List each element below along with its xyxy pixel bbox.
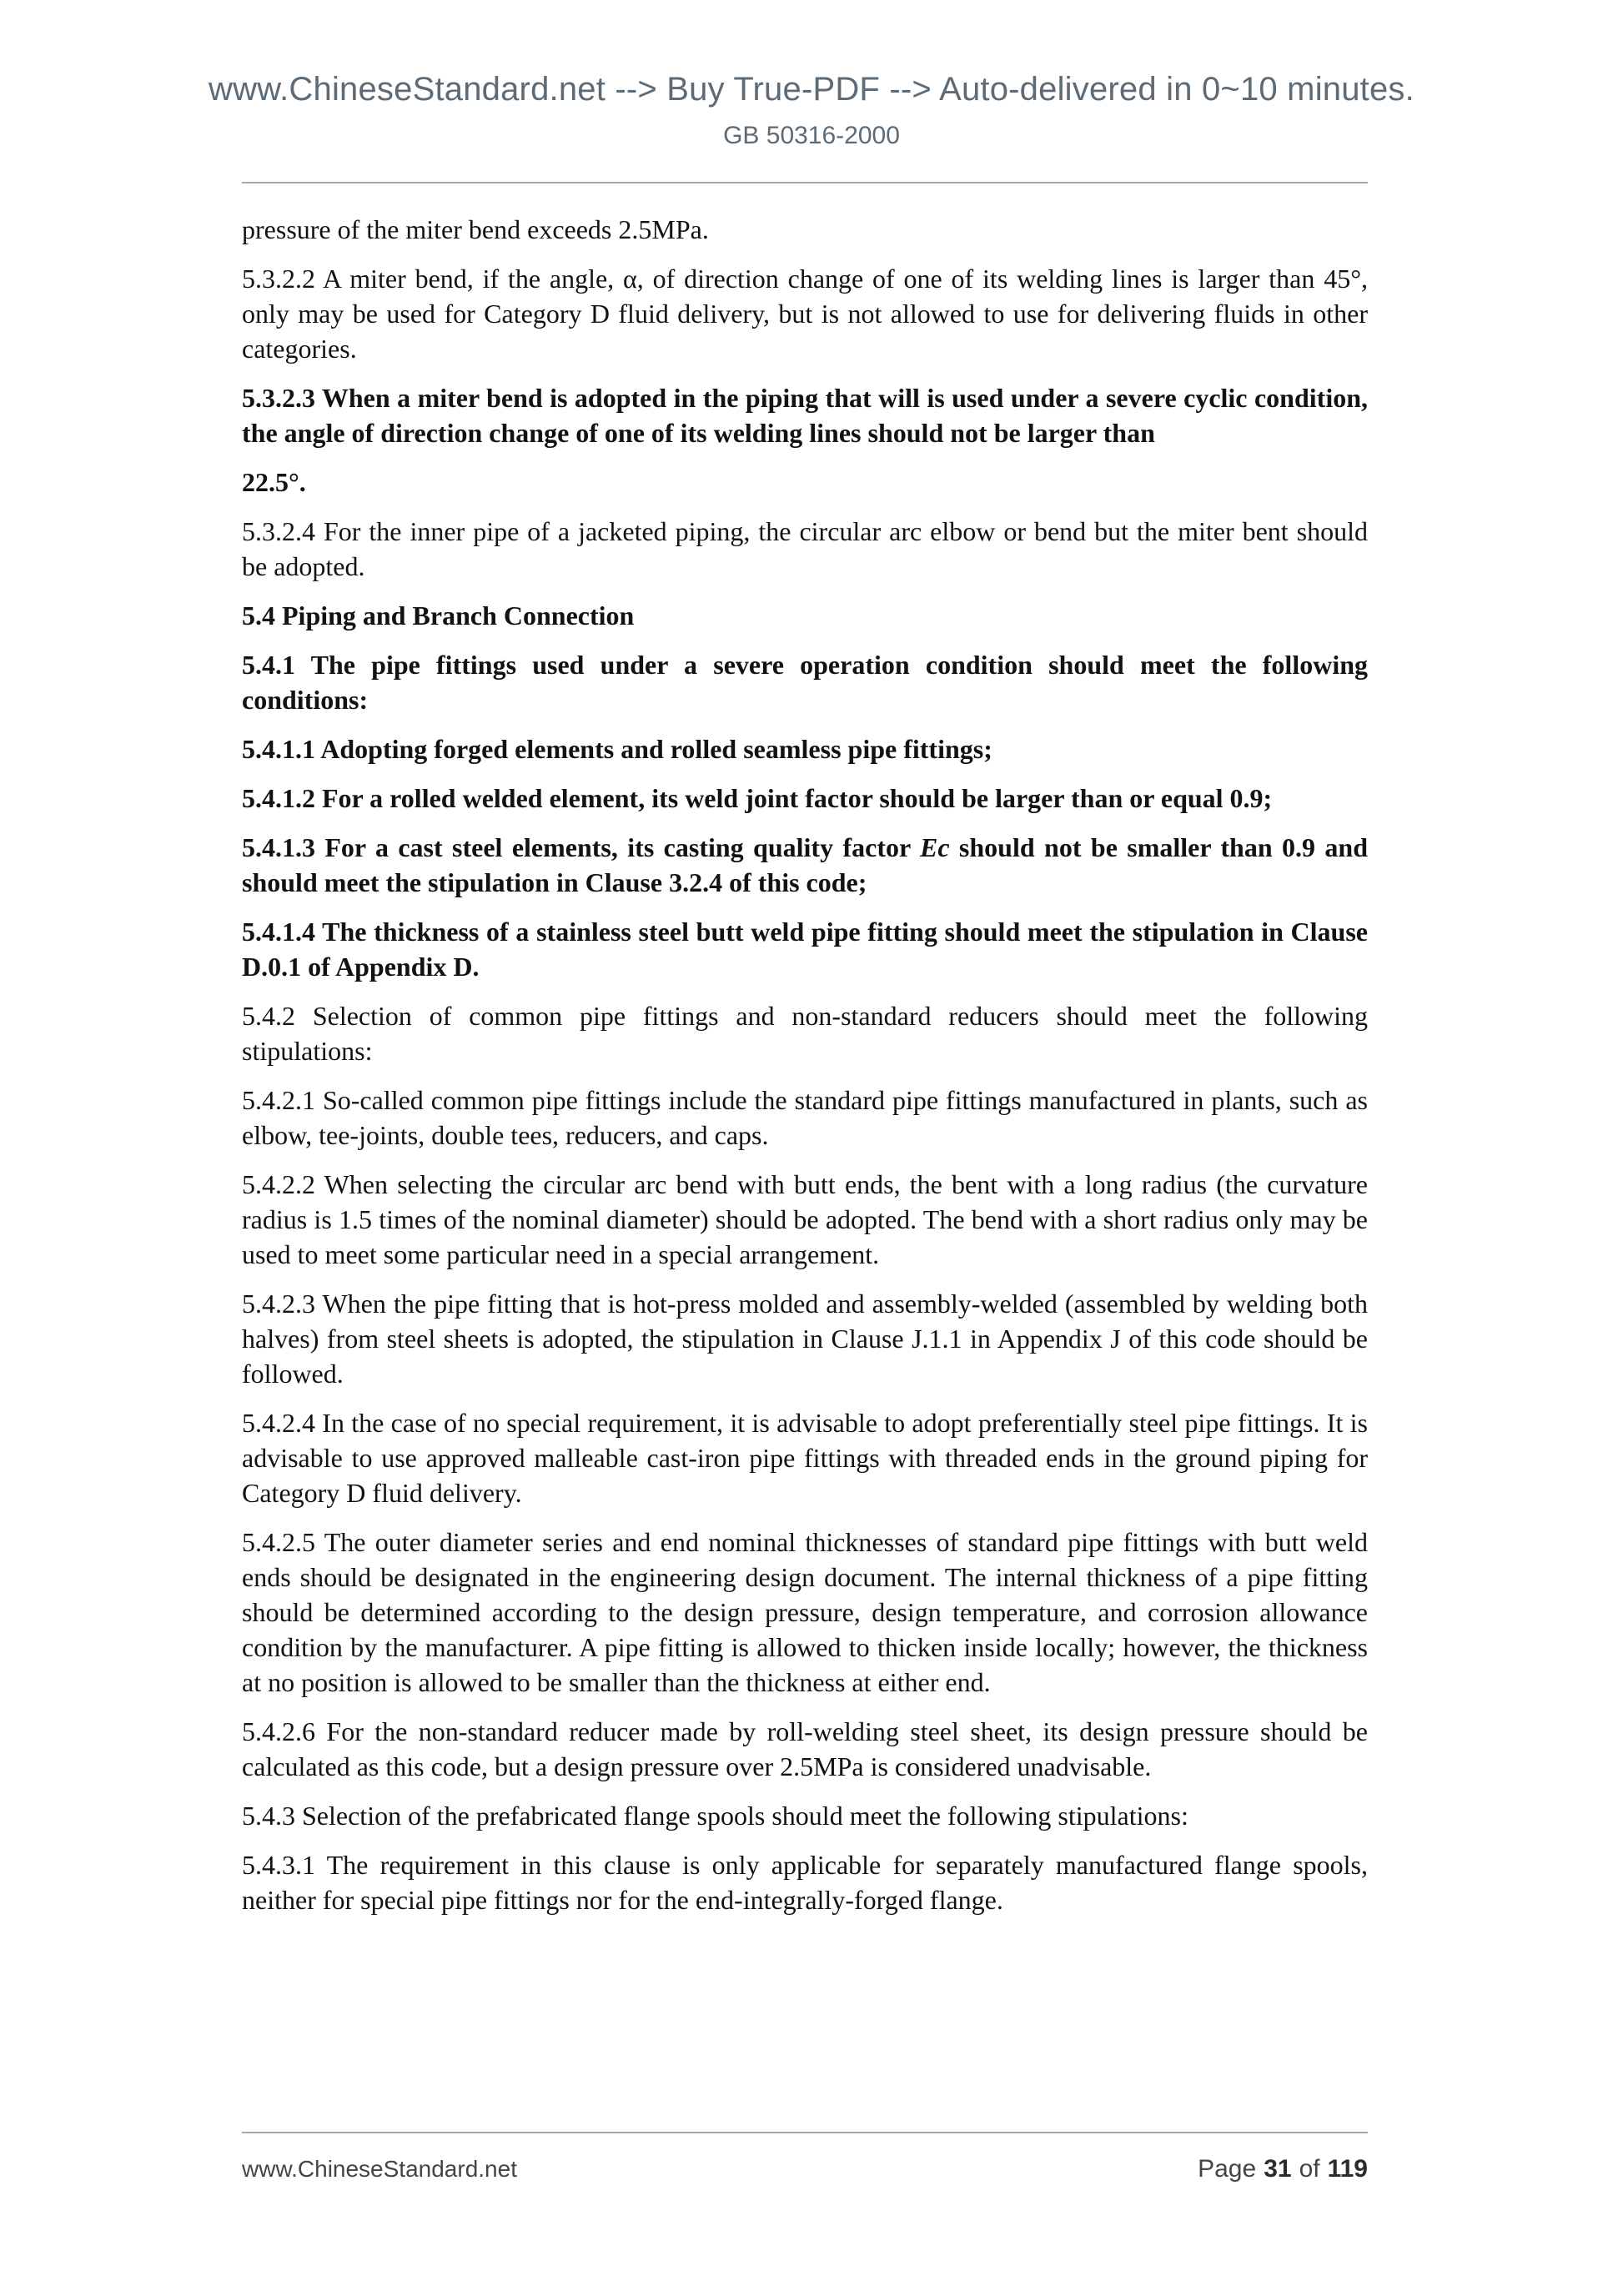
document-number: GB 50316-2000 bbox=[723, 122, 900, 149]
paragraph-run: 5.4.1.4 The thickness of a stainless steel butt weld pipe fitting should meet the stipulation in Clause D.0.1 of Appendix D. bbox=[242, 917, 1368, 982]
page-word: Page bbox=[1198, 2155, 1257, 2183]
paragraph-run: 5.4.1 The pipe fittings used under a severe operation condition should meet the following conditions: bbox=[242, 650, 1368, 715]
paragraph bbox=[242, 1167, 1368, 1272]
paragraph bbox=[242, 1847, 1368, 1917]
paragraph bbox=[242, 830, 1368, 900]
paragraph-run: pressure of the miter bend exceeds 2.5MPa. bbox=[242, 214, 709, 244]
paragraph-run: 5.4.2.3 When the pipe fitting that is hot-press molded and assembly-welded (assembled by welding both halves) from steel sheets is adopted, the stipulation in Clause J.1.1 in Appendix J of this code should be followed. bbox=[242, 1289, 1368, 1389]
paragraph-run: 5.4.2 Selection of common pipe fittings and non-standard reducers should meet the following stipulations: bbox=[242, 1001, 1368, 1066]
paragraph-run: 5.4.1.1 Adopting forged elements and rolled seamless pipe fittings; bbox=[242, 734, 992, 764]
paragraph-run: 5.4 Piping and Branch Connection bbox=[242, 600, 635, 631]
paragraph bbox=[242, 598, 1368, 633]
paragraph-run: 5.4.2.6 For the non-standard reducer made by roll-welding steel sheet, its design pressure should be calculated as this code, but a design pressure over 2.5MPa is considered unadvisable. bbox=[242, 1716, 1368, 1781]
footer-site-link[interactable]: www.ChineseStandard.net bbox=[242, 2156, 517, 2182]
paragraph-run: 22.5°. bbox=[242, 467, 306, 497]
paragraph-run: 5.3.2.2 A miter bend, if the angle, α, of direction change of one of its welding lines is larger than 45°, only may be used for Category D fluid delivery, but is not allowed to use for delivering fluids in other categories. bbox=[242, 264, 1368, 364]
paragraph bbox=[242, 998, 1368, 1068]
paragraph bbox=[242, 1083, 1368, 1153]
paragraph bbox=[242, 465, 1368, 500]
header-promo-link[interactable]: www.ChineseStandard.net --> Buy True-PDF --> Auto-delivered in 0~10 minutes. bbox=[209, 71, 1414, 108]
paragraph-run-italic: Ec bbox=[920, 832, 950, 862]
paragraph-run: 5.3.2.4 For the inner pipe of a jacketed piping, the circular arc elbow or bend but the miter bent should be adopted. bbox=[242, 516, 1368, 581]
document-body bbox=[242, 212, 1368, 1917]
paragraph-run: 5.4.2.5 The outer diameter series and end nominal thicknesses of standard pipe fittings with butt weld ends should be designated in the engineering design document. The internal thickness of a pipe fitting should be determined according to the design pressure, design temperature, and corrosion allowance condition by the manufacturer. A pipe fitting is allowed to thicken inside locally; however, the thickness at no position is allowed to be smaller than the thickness at either end. bbox=[242, 1527, 1368, 1697]
paragraph-run: 5.4.2.4 In the case of no special requirement, it is advisable to adopt preferentially steel pipe fittings. It is advisable to use approved malleable cast-iron pipe fittings with threaded ends in the ground piping for Category D fluid delivery. bbox=[242, 1408, 1368, 1508]
paragraph bbox=[242, 261, 1368, 366]
page-number: 31 bbox=[1264, 2155, 1292, 2183]
paragraph bbox=[242, 1405, 1368, 1510]
paragraph bbox=[242, 647, 1368, 717]
paragraph bbox=[242, 914, 1368, 984]
total-pages: 119 bbox=[1327, 2155, 1368, 2183]
paragraph bbox=[242, 1714, 1368, 1784]
page-header bbox=[0, 0, 1623, 150]
paragraph bbox=[242, 731, 1368, 766]
paragraph bbox=[242, 781, 1368, 816]
paragraph bbox=[242, 380, 1368, 450]
paragraph-run: 5.4.2.2 When selecting the circular arc bend with butt ends, the bent with a long radius (the curvature radius is 1.5 times of the nominal diameter) should be adopted. The bend with a short radius only may be used to meet some particular need in a special arrangement. bbox=[242, 1169, 1368, 1269]
paragraph-run: 5.4.3.1 The requirement in this clause is only applicable for separately manufactured flange spools, neither for special pipe fittings nor for the end-integrally-forged flange. bbox=[242, 1850, 1368, 1915]
paragraph-run: 5.4.2.1 So-called common pipe fittings include the standard pipe fittings manufactured in plants, such as elbow, tee-joints, double tees, reducers, and caps. bbox=[242, 1085, 1368, 1150]
page-indicator bbox=[1198, 2155, 1368, 2183]
paragraph-run: 5.4.3 Selection of the prefabricated flange spools should meet the following stipulations: bbox=[242, 1801, 1188, 1831]
paragraph bbox=[242, 212, 1368, 247]
paragraph bbox=[242, 1525, 1368, 1700]
header-divider bbox=[242, 182, 1368, 183]
paragraph-run: should not be smaller than 0.9 and should meet the stipulation in Clause 3.2.4 of this code; bbox=[242, 832, 1369, 897]
of-word: of bbox=[1299, 2155, 1320, 2183]
paragraph-run: 5.3.2.3 When a miter bend is adopted in the piping that will is used under a severe cyclic condition, the angle of direction change of one of its welding lines should not be larger than bbox=[242, 383, 1368, 448]
page-footer bbox=[242, 2132, 1368, 2183]
paragraph bbox=[242, 514, 1368, 584]
paragraph-run: 5.4.1.3 For a cast steel elements, its casting quality factor bbox=[242, 832, 920, 862]
paragraph-run: 5.4.1.2 For a rolled welded element, its weld joint factor should be larger than or equal 0.9; bbox=[242, 783, 1273, 813]
paragraph bbox=[242, 1798, 1368, 1833]
footer-row bbox=[242, 2133, 1368, 2183]
paragraph bbox=[242, 1286, 1368, 1391]
